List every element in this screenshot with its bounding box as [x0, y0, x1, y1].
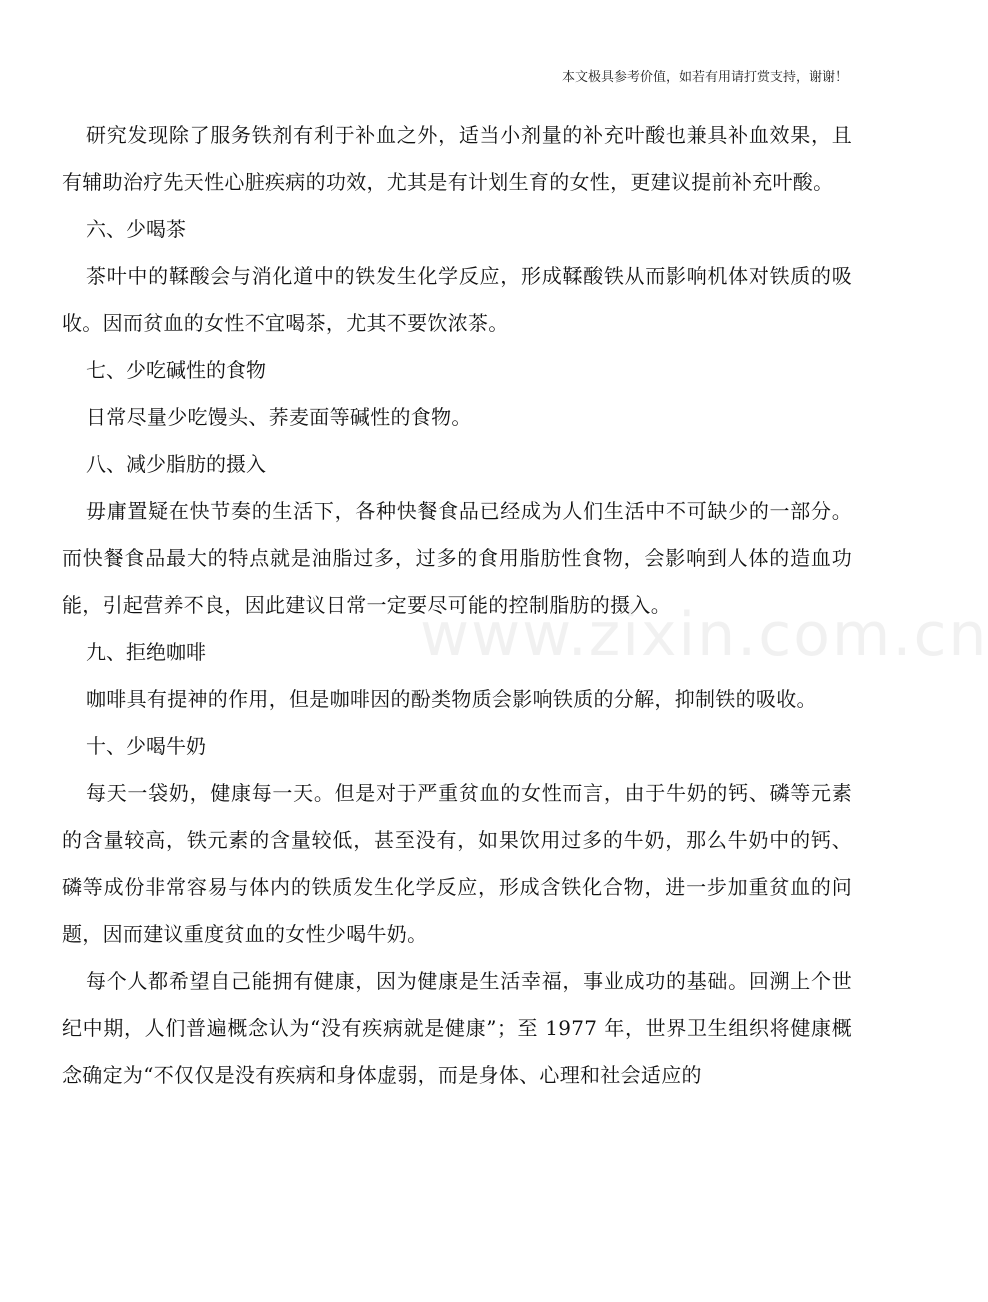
heading-eight: 八、减少脂肪的摄入: [86, 452, 266, 476]
paragraph-coffee: 咖啡具有提神的作用，但是咖啡因的酚类物质会影响铁质的分解，抑制铁的吸收。: [86, 687, 817, 711]
watermark: www.zixin.com.cn: [420, 600, 988, 670]
heading-seven: 七、少吃碱性的食物: [86, 358, 266, 382]
paragraph-health: 每个人都希望自己能拥有健康，因为健康是生活幸福，事业成功的基础。回溯上个世纪中期，人们普遍概念认为“没有疾病就是健康”；至 1977 年，世界卫生组织将健康概念确定为“不仅仅是没有疾病和身体虚弱，而是身体、心理和社会适应的: [62, 969, 852, 1087]
heading-nine: 九、拒绝咖啡: [86, 640, 206, 664]
document-body: [62, 112, 852, 1099]
heading-ten: 十、少喝牛奶: [86, 734, 206, 758]
heading-six: 六、少喝茶: [86, 217, 186, 241]
header-note: 本文极具参考价值，如若有用请打赏支持，谢谢！: [561, 70, 848, 85]
paragraph-alkaline-food: 日常尽量少吃馒头、荞麦面等碱性的食物。: [86, 405, 472, 429]
paragraph-milk: 每天一袋奶，健康每一天。但是对于严重贫血的女性而言，由于牛奶的钙、磷等元素的含量较高，铁元素的含量较低，甚至没有，如果饮用过多的牛奶，那么牛奶中的钙、磷等成份非常容易与体内的铁质发生化学反应，形成含铁化合物，进一步加重贫血的问题，因而建议重度贫血的女性少喝牛奶。: [62, 781, 852, 946]
paragraph-folic-acid: 研究发现除了服务铁剂有利于补血之外，适当小剂量的补充叶酸也兼具补血效果，且有辅助治疗先天性心脏疾病的功效，尤其是有计划生育的女性，更建议提前补充叶酸。: [62, 123, 852, 194]
paragraph-fat: 毋庸置疑在快节奏的生活下，各种快餐食品已经成为人们生活中不可缺少的一部分。而快餐食品最大的特点就是油脂过多，过多的食用脂肪性食物，会影响到人体的造血功能，引起营养不良，因此建议日常一定要尽可能的控制脂肪的摄入。: [62, 499, 852, 617]
paragraph-tea: 茶叶中的鞣酸会与消化道中的铁发生化学反应，形成鞣酸铁从而影响机体对铁质的吸收。因而贫血的女性不宜喝茶，尤其不要饮浓茶。: [62, 264, 852, 335]
